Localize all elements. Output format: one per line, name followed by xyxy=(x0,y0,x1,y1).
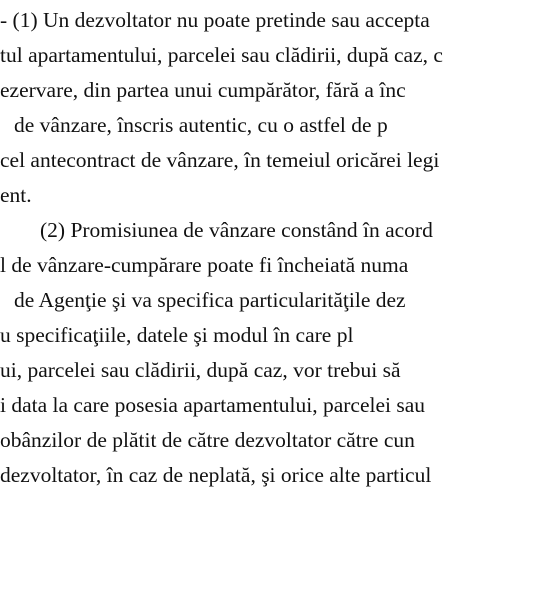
text-line: ezervare, din partea unui cumpărător, fără a înc xyxy=(0,78,406,102)
text-line: tul apartamentului, parcelei sau clădirii, după caz, c xyxy=(0,43,443,67)
text-line: - (1) Un dezvoltator nu poate pretinde sau accepta xyxy=(0,8,430,32)
text-line: i data la care posesia apartamentului, parcelei sau xyxy=(0,393,426,417)
text-line: (2) Promisiunea de vânzare constând în acord xyxy=(40,218,433,242)
text-line: l de vânzare-cumpărare poate fi încheiată numa xyxy=(0,253,409,277)
text-line: obânzilor de plătit de către dezvoltator către cun xyxy=(0,428,415,452)
text-line: cel antecontract de vânzare, în temeiul oricărei legi xyxy=(0,148,440,172)
text-line: ui, parcelei sau clădirii, după caz, vor trebui să xyxy=(0,358,401,382)
text-line: u specificaţiile, datele şi modul în care pl xyxy=(0,323,354,347)
text-line: ent. xyxy=(0,183,32,207)
text-line: dezvoltator, în caz de neplată, şi orice alte particul xyxy=(0,463,432,487)
text-line: de vânzare, înscris autentic, cu o astfel de p xyxy=(14,113,388,137)
text-line: de Agenţie şi va specifica particularităţile dez xyxy=(14,288,406,312)
